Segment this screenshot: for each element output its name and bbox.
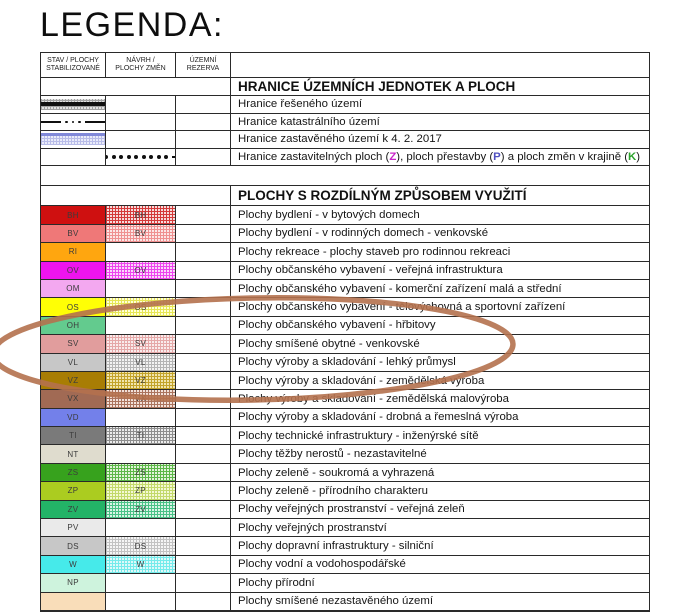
legend-row (41, 225, 649, 243)
swatch-cell-navrh (106, 390, 176, 407)
swatch-code: VL (135, 357, 146, 367)
legend-row (41, 243, 649, 261)
row-label-cell (231, 298, 649, 315)
color-swatch (41, 537, 105, 554)
swatch-code: OS (134, 302, 147, 312)
section-title-row (41, 186, 649, 206)
swatch-cell-navrh (106, 298, 176, 315)
boundary-dashdot-line-symbol (41, 121, 105, 124)
swatch-cell-navrh (106, 464, 176, 481)
legend-row (41, 409, 649, 427)
color-swatch (41, 262, 105, 279)
symbol-cell-stav (41, 131, 106, 148)
legend-row (41, 317, 649, 335)
boundary-built-up-line-symbol (41, 133, 105, 145)
dot (119, 155, 123, 159)
legend-row (41, 390, 649, 408)
legend-row (41, 445, 649, 463)
color-swatch (41, 206, 105, 223)
reserve-cell (176, 96, 231, 113)
reserve-cell (176, 519, 231, 536)
row-label: Plochy zeleně - přírodního charakteru (238, 484, 428, 497)
row-label (238, 151, 640, 163)
boundary-row (41, 114, 649, 132)
row-label: Plochy výroby a skladování - drobná a řemeslná výroba (238, 411, 519, 424)
swatch-cell-stav (41, 501, 106, 518)
legend-row (41, 335, 649, 353)
reserve-cell (176, 149, 231, 166)
swatch-cell-stav (41, 390, 106, 407)
symbol-cell-navrh (106, 96, 176, 113)
row-label: Plochy bydlení - v rodinných domech - venkovské (238, 227, 489, 240)
swatch-code: ZS (67, 468, 79, 478)
swatch-cell-stav (41, 225, 106, 242)
reserve-cell (176, 225, 231, 242)
swatch-cell-navrh (106, 445, 176, 462)
swatch-cell-navrh (106, 537, 176, 554)
swatch-cell-navrh (106, 501, 176, 518)
color-swatch (41, 556, 105, 573)
symbol-cell-navrh (106, 149, 176, 166)
boundary-solid-line-symbol (41, 99, 105, 110)
swatch-cell-navrh (106, 262, 176, 279)
row-label-cell (231, 96, 649, 113)
swatch-code: ZV (67, 504, 79, 514)
reserve-cell (176, 335, 231, 352)
reserve-cell (176, 317, 231, 334)
swatch-cell-navrh (106, 372, 176, 389)
header-rezerva-line2: REZERVA (186, 65, 220, 72)
section-title-cell (231, 78, 649, 95)
row-label: Plochy výroby a skladování - zemědělská malovýroba (238, 392, 509, 405)
section-title: PLOCHY S ROZDÍLNÝM ZPŮSOBEM VYUŽITÍ (238, 188, 527, 204)
dot (106, 155, 108, 159)
row-label: Plochy rekreace - plochy staveb pro rodinnou rekreaci (238, 245, 511, 258)
reserve-cell (176, 280, 231, 297)
swatch-code: W (69, 559, 77, 569)
hatch-swatch (106, 537, 175, 554)
swatch-cell-stav (41, 464, 106, 481)
row-label-cell (231, 501, 649, 518)
swatch-code: ZP (67, 486, 79, 496)
section-title-spacer-cell (41, 186, 231, 205)
row-label-cell (231, 225, 649, 242)
swatch-code: SV (67, 339, 79, 349)
dot (78, 121, 81, 124)
reserve-cell (176, 131, 231, 148)
swatch-cell-navrh (106, 427, 176, 444)
hatch-swatch (106, 225, 175, 242)
row-label-cell (231, 464, 649, 481)
row-label-cell (231, 390, 649, 407)
swatch-code: ZS (135, 468, 146, 478)
label-part: ) (636, 151, 641, 164)
swatch-cell-stav (41, 482, 106, 499)
legend-row (41, 593, 649, 611)
swatch-cell-stav (41, 335, 106, 352)
dot (112, 155, 116, 159)
row-label-cell (231, 131, 649, 148)
color-swatch (41, 482, 105, 499)
row-label-cell (231, 574, 649, 591)
swatch-code: VX (134, 394, 147, 404)
swatch-code: OV (66, 265, 80, 275)
swatch-cell-navrh (106, 317, 176, 334)
hatch-swatch (106, 501, 175, 518)
legend-row (41, 372, 649, 390)
legend-row (41, 501, 649, 519)
colored-letter: K (628, 151, 637, 164)
legend-table (40, 52, 650, 612)
legend-row (41, 556, 649, 574)
swatch-code: BH (134, 210, 147, 220)
symbol-cell-stav (41, 96, 106, 113)
legend-row (41, 574, 649, 592)
spacer-row (41, 166, 649, 186)
reserve-cell (176, 298, 231, 315)
swatch-cell-stav (41, 262, 106, 279)
swatch-cell-stav (41, 519, 106, 536)
reserve-cell (176, 501, 231, 518)
swatch-cell-stav (41, 427, 106, 444)
legend-row (41, 262, 649, 280)
section-title-row (41, 78, 649, 96)
symbol-cell-stav (41, 114, 106, 131)
header-cell-navrh (106, 53, 176, 77)
color-swatch (41, 390, 105, 407)
swatch-cell-stav (41, 556, 106, 573)
hatch-swatch (106, 262, 175, 279)
dot (142, 155, 146, 159)
row-label: Plochy výroby a skladování - zemědělská výroba (238, 374, 485, 387)
swatch-code: VD (67, 412, 79, 422)
swatch-code: BV (67, 228, 79, 238)
dot (164, 155, 168, 159)
boundary-row (41, 96, 649, 114)
reserve-cell (176, 390, 231, 407)
swatch-code: ZV (135, 504, 146, 514)
legend-row (41, 354, 649, 372)
legend-row (41, 298, 649, 316)
swatch-code: BH (67, 210, 79, 220)
color-swatch (41, 519, 105, 536)
color-swatch (41, 574, 105, 591)
color-swatch (41, 445, 105, 462)
swatch-cell-stav (41, 243, 106, 260)
header-navrh-line1: NÁVRH / (126, 56, 155, 64)
swatch-cell-stav (41, 354, 106, 371)
hatch-swatch (106, 464, 175, 481)
row-label: Plochy vodní a vodohospodářské (238, 558, 406, 571)
swatch-cell-navrh (106, 280, 176, 297)
hatch-swatch (106, 556, 175, 573)
row-label-cell (231, 537, 649, 554)
hatch-swatch (106, 298, 175, 315)
row-label-cell (231, 262, 649, 279)
swatch-cell-navrh (106, 354, 176, 371)
legend-row (41, 519, 649, 537)
row-label: Plochy občanského vybavení - komerční zařízení malá a střední (238, 282, 562, 295)
swatch-code: NT (67, 449, 79, 459)
legend-row (41, 537, 649, 555)
dot (127, 155, 131, 159)
color-swatch (41, 593, 105, 610)
reserve-cell (176, 482, 231, 499)
swatch-code: VZ (135, 376, 146, 386)
hatch-swatch (106, 335, 175, 352)
row-label-cell (231, 593, 649, 610)
header-navrh-line2: PLOCHY ZMĚN (115, 65, 166, 72)
swatch-cell-stav (41, 317, 106, 334)
hatch-swatch (106, 390, 175, 407)
row-label: Hranice katastrálního území (238, 115, 380, 128)
reserve-cell (176, 556, 231, 573)
legend-row (41, 427, 649, 445)
row-label-cell (231, 354, 649, 371)
legend-row (41, 464, 649, 482)
hatch-swatch (106, 427, 175, 444)
swatch-code: PV (67, 523, 79, 533)
dot (134, 155, 138, 159)
swatch-code: BV (134, 228, 147, 238)
swatch-code: VZ (67, 376, 79, 386)
swatch-code: VL (67, 357, 79, 367)
swatch-code: SV (134, 339, 147, 349)
legend-row (41, 206, 649, 224)
color-swatch (41, 243, 105, 260)
label-part: ), ploch přestavby ( (396, 151, 494, 164)
header-cell-description (231, 53, 649, 77)
row-label: Plochy veřejných prostranství (238, 521, 387, 534)
color-swatch (41, 427, 105, 444)
reserve-cell (176, 445, 231, 462)
dot (149, 155, 153, 159)
dash (85, 121, 105, 123)
colored-letter: P (493, 151, 501, 164)
row-label: Hranice řešeného území (238, 98, 363, 111)
swatch-cell-navrh (106, 335, 176, 352)
section-title-spacer-cell (41, 78, 231, 95)
reserve-cell (176, 372, 231, 389)
row-label-cell (231, 335, 649, 352)
swatch-cell-stav (41, 574, 106, 591)
swatch-cell-stav (41, 537, 106, 554)
boundary-dotted-line-symbol (106, 155, 176, 159)
hatch-swatch (106, 482, 175, 499)
row-label: Plochy občanského vybavení - tělovýchovná a sportovní zařízení (238, 301, 566, 314)
legend-row (41, 280, 649, 298)
legend-row (41, 482, 649, 500)
label-part: ) a ploch změn v krajině ( (500, 151, 628, 164)
row-label: Plochy veřejných prostranství - veřejná zeleň (238, 503, 465, 516)
row-label: Plochy zeleně - soukromá a vyhrazená (238, 466, 435, 479)
reserve-cell (176, 464, 231, 481)
swatch-code: OM (66, 284, 80, 294)
swatch-code: TI (69, 431, 77, 441)
row-label-cell (231, 243, 649, 260)
hatch-swatch (106, 372, 175, 389)
swatch-cell-navrh (106, 206, 176, 223)
page-title: LEGENDA: (40, 6, 224, 44)
color-swatch (41, 335, 105, 352)
thick-line (41, 102, 105, 106)
row-label-cell (231, 409, 649, 426)
swatch-cell-stav (41, 206, 106, 223)
reserve-cell (176, 262, 231, 279)
swatch-cell-stav (41, 280, 106, 297)
swatch-cell-stav (41, 298, 106, 315)
row-label: Plochy bydlení - v bytových domech (238, 209, 420, 222)
row-label-cell (231, 556, 649, 573)
swatch-code: VX (67, 394, 79, 404)
header-row (41, 53, 649, 78)
label-part: Hranice zastavitelných ploch ( (238, 151, 390, 164)
swatch-code: OH (66, 320, 80, 330)
color-swatch (41, 298, 105, 315)
color-swatch (41, 280, 105, 297)
row-label-cell (231, 206, 649, 223)
colored-letter: Z (389, 151, 397, 164)
row-label-cell (231, 519, 649, 536)
swatch-cell-stav (41, 409, 106, 426)
swatch-code: OS (66, 302, 80, 312)
swatch-cell-navrh (106, 574, 176, 591)
color-swatch (41, 225, 105, 242)
swatch-cell-navrh (106, 593, 176, 610)
row-label: Plochy technické infrastruktury - inženýrské sítě (238, 429, 479, 442)
row-label: Plochy dopravní infrastruktury - silniční (238, 540, 434, 553)
color-swatch (41, 354, 105, 371)
reserve-cell (176, 206, 231, 223)
color-swatch (41, 501, 105, 518)
dot (72, 121, 75, 124)
swatch-code: RI (68, 247, 78, 257)
color-swatch (41, 317, 105, 334)
swatch-cell-navrh (106, 556, 176, 573)
reserve-cell (176, 537, 231, 554)
swatch-cell-navrh (106, 482, 176, 499)
header-stav-line1: STAV / PLOCHY (47, 56, 99, 64)
row-label-cell (231, 372, 649, 389)
swatch-code: ZP (135, 486, 146, 496)
row-label: Hranice zastavěného území k 4. 2. 2017 (238, 133, 442, 146)
reserve-cell (176, 354, 231, 371)
section-title-cell (231, 186, 649, 205)
swatch-cell-navrh (106, 225, 176, 242)
boundary-row (41, 149, 649, 167)
section-title: HRANICE ÚZEMNÍCH JEDNOTEK A PLOCH (238, 79, 516, 94)
header-stav-line2: STABILIZOVANÉ (46, 65, 100, 72)
header-cell-rezerva (176, 53, 231, 77)
boundary-row (41, 131, 649, 149)
reserve-cell (176, 409, 231, 426)
hatch-swatch (106, 206, 175, 223)
row-label-cell (231, 445, 649, 462)
row-label-cell (231, 280, 649, 297)
swatch-code: DS (134, 541, 147, 551)
swatch-cell-stav (41, 445, 106, 462)
swatch-cell-stav (41, 593, 106, 610)
row-label: Plochy přírodní (238, 576, 315, 589)
reserve-cell (176, 427, 231, 444)
swatch-cell-navrh (106, 519, 176, 536)
hatch-swatch (106, 354, 175, 371)
symbol-cell-navrh (106, 131, 176, 148)
row-label-cell (231, 317, 649, 334)
header-rezerva-line1: ÚZEMNÍ (189, 56, 217, 64)
color-swatch (41, 372, 105, 389)
swatch-code: W (136, 559, 145, 569)
dot (157, 155, 161, 159)
reserve-cell (176, 574, 231, 591)
symbol-cell-navrh (106, 114, 176, 131)
row-label: Plochy smíšené nezastavěného území (238, 595, 434, 608)
reserve-cell (176, 593, 231, 610)
swatch-code: NP (67, 578, 79, 588)
dot (65, 121, 68, 124)
swatch-cell-navrh (106, 409, 176, 426)
row-label-cell (231, 427, 649, 444)
dash (41, 121, 61, 123)
row-label: Plochy těžby nerostů - nezastavitelné (238, 448, 427, 461)
swatch-cell-navrh (106, 243, 176, 260)
row-label: Plochy smíšené obytné - venkovské (238, 337, 420, 350)
swatch-code: TI (136, 431, 145, 441)
row-label: Plochy občanského vybavení - hřbitovy (238, 319, 436, 332)
swatch-code: OV (134, 265, 147, 275)
swatch-code: DS (67, 541, 79, 551)
header-cell-stav (41, 53, 106, 77)
row-label-cell (231, 114, 649, 131)
row-label-cell (231, 149, 649, 166)
symbol-cell-stav (41, 149, 106, 166)
reserve-cell (176, 114, 231, 131)
swatch-cell-stav (41, 372, 106, 389)
row-label: Plochy výroby a skladování - lehký průmysl (238, 356, 456, 369)
spacer-cell (41, 166, 649, 185)
reserve-cell (176, 243, 231, 260)
row-label: Plochy občanského vybavení - veřejná infrastruktura (238, 264, 503, 277)
color-swatch (41, 464, 105, 481)
row-label-cell (231, 482, 649, 499)
color-swatch (41, 409, 105, 426)
